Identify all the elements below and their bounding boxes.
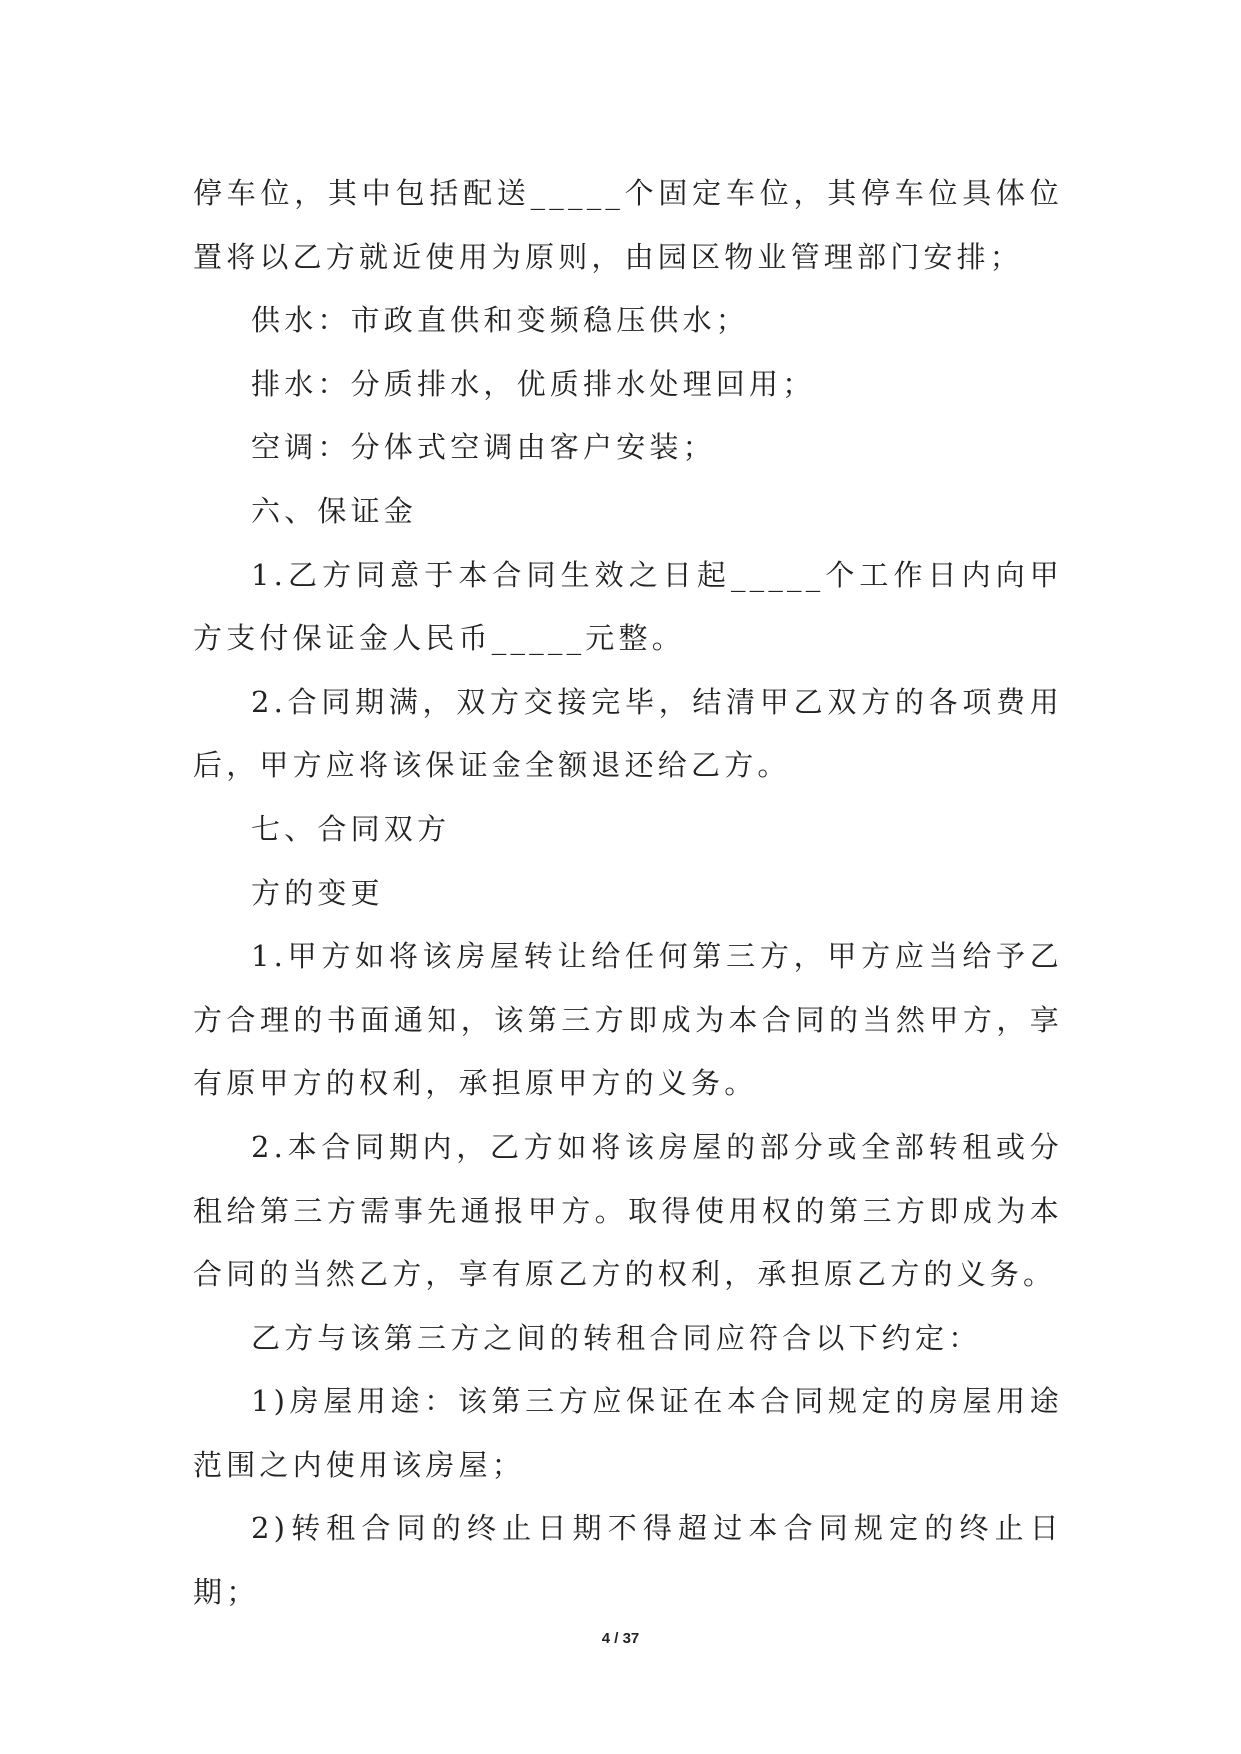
paragraph-deposit-1: 1.乙方同意于本合同生效之日起_____个工作日内向甲方支付保证金人民币_____元整。 <box>193 557 1063 656</box>
document-body <box>193 162 1063 1625</box>
paragraph-sublease-1: 1)房屋用途：该第三方应保证在本合同规定的房屋用途范围之内使用该房屋； <box>193 1384 1063 1482</box>
section-heading-parties: 七、合同双方 <box>251 811 451 846</box>
paragraph-water-supply: 供水：市政直供和变频稳压供水； <box>251 303 750 338</box>
paragraph-drainage: 排水：分质排水，优质排水处理回用； <box>251 366 816 401</box>
section-heading-deposit: 六、保证金 <box>251 493 418 528</box>
section-heading-parties-cont: 方的变更 <box>251 875 384 910</box>
paragraph-sublease-2: 2)转租合同的终止日期不得超过本合同规定的终止日期； <box>193 1511 1063 1610</box>
paragraph-deposit-2: 2.合同期满，双方交接完毕，结清甲乙双方的各项费用后，甲方应将该保证金全额退还给乙方。 <box>193 684 1063 783</box>
paragraph-parking: 停车位，其中包括配送_____个固定车位，其停车位具体位置将以乙方就近使用为原则，由园区物业管理部门安排； <box>193 176 1063 274</box>
paragraph-change-1: 1.甲方如将该房屋转让给任何第三方，甲方应当给予乙方合理的书面通知，该第三方即成为本合同的当然甲方，享有原甲方的权利，承担原甲方的义务。 <box>193 939 1063 1101</box>
paragraph-air-conditioning: 空调：分体式空调由客户安装； <box>251 430 716 465</box>
page-number: 4 / 37 <box>601 1630 640 1647</box>
paragraph-change-2: 2.本合同期内，乙方如将该房屋的部分或全部转租或分租给第三方需事先通报甲方。取得使用权的第三方即成为本合同的当然乙方，享有原乙方的权利，承担原乙方的义务。 <box>193 1129 1063 1292</box>
paragraph-sublease-terms: 乙方与该第三方之间的转租合同应符合以下约定： <box>251 1320 982 1355</box>
